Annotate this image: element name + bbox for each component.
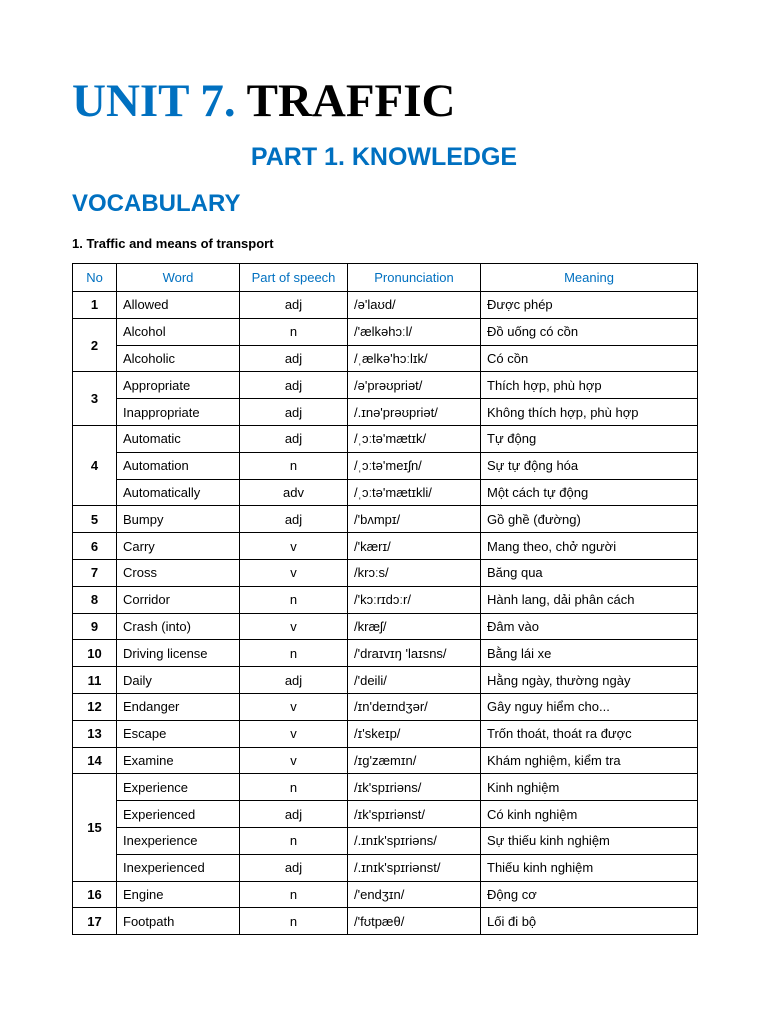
entry-number: 1: [73, 292, 117, 319]
entry-pronunciation: /ɪ'skeɪp/: [348, 720, 481, 747]
entry-number: 17: [73, 908, 117, 935]
entry-part-of-speech: v: [240, 693, 348, 720]
entry-number: 9: [73, 613, 117, 640]
entry-meaning: Sự thiếu kinh nghiệm: [481, 827, 698, 854]
entry-meaning: Kinh nghiệm: [481, 774, 698, 801]
entry-part-of-speech: v: [240, 720, 348, 747]
entry-number: 12: [73, 693, 117, 720]
entry-part-of-speech: adj: [240, 506, 348, 533]
entry-pronunciation: /'deili/: [348, 667, 481, 694]
entry-number: 5: [73, 506, 117, 533]
entry-pronunciation: /'endʒɪn/: [348, 881, 481, 908]
entry-meaning: Được phép: [481, 292, 698, 319]
table-row: [73, 908, 698, 935]
entry-part-of-speech: n: [240, 452, 348, 479]
table-row: [73, 506, 698, 533]
table-row: [73, 586, 698, 613]
header-word: Word: [117, 264, 240, 292]
entry-meaning: Có cồn: [481, 345, 698, 372]
table-header-row: [73, 264, 698, 292]
entry-part-of-speech: n: [240, 774, 348, 801]
entry-pronunciation: /.ɪnɪk'spɪriənst/: [348, 854, 481, 881]
entry-word: Cross: [117, 559, 240, 586]
entry-number: 13: [73, 720, 117, 747]
table-row: [73, 345, 698, 372]
entry-part-of-speech: v: [240, 747, 348, 774]
table-row: [73, 613, 698, 640]
entry-number: 6: [73, 533, 117, 560]
entry-word: Appropriate: [117, 372, 240, 399]
unit-number: UNIT 7.: [72, 75, 236, 127]
entry-meaning: Đâm vào: [481, 613, 698, 640]
entry-pronunciation: /'bʌmpɪ/: [348, 506, 481, 533]
entry-pronunciation: /ɪk'spɪriəns/: [348, 774, 481, 801]
entry-word: Footpath: [117, 908, 240, 935]
table-row: [73, 425, 698, 452]
table-body: [73, 292, 698, 935]
entry-meaning: Băng qua: [481, 559, 698, 586]
entry-pronunciation: /ə'prəʊpriət/: [348, 372, 481, 399]
table-row: [73, 720, 698, 747]
table-row: [73, 854, 698, 881]
entry-part-of-speech: v: [240, 533, 348, 560]
table-row: [73, 801, 698, 828]
entry-pronunciation: /'fʊtpæθ/: [348, 908, 481, 935]
unit-topic: TRAFFIC: [246, 75, 456, 127]
entry-number: 3: [73, 372, 117, 426]
entry-word: Alcoholic: [117, 345, 240, 372]
entry-pronunciation: /ˌɔːtə'mætɪk/: [348, 425, 481, 452]
table-row: [73, 372, 698, 399]
vocabulary-heading: VOCABULARY: [72, 190, 241, 217]
entry-word: Automatically: [117, 479, 240, 506]
entry-pronunciation: /'ælkəhɔːl/: [348, 318, 481, 345]
entry-pronunciation: /ɪg'zæmɪn/: [348, 747, 481, 774]
entry-part-of-speech: n: [240, 640, 348, 667]
entry-part-of-speech: n: [240, 908, 348, 935]
entry-meaning: Khám nghiệm, kiểm tra: [481, 747, 698, 774]
entry-pronunciation: /ɪn'deɪndʒər/: [348, 693, 481, 720]
header-part-of-speech: Part of speech: [240, 264, 348, 292]
entry-number: 11: [73, 667, 117, 694]
entry-word: Inexperience: [117, 827, 240, 854]
entry-word: Corridor: [117, 586, 240, 613]
entry-word: Automatic: [117, 425, 240, 452]
table-row: [73, 640, 698, 667]
entry-part-of-speech: v: [240, 559, 348, 586]
entry-meaning: Một cách tự động: [481, 479, 698, 506]
entry-meaning: Động cơ: [481, 881, 698, 908]
entry-meaning: Gồ ghề (đường): [481, 506, 698, 533]
entry-word: Bumpy: [117, 506, 240, 533]
entry-part-of-speech: adj: [240, 801, 348, 828]
entry-word: Inappropriate: [117, 399, 240, 426]
entry-part-of-speech: v: [240, 613, 348, 640]
entry-pronunciation: /ˌælkə'hɔːlɪk/: [348, 345, 481, 372]
entry-pronunciation: /krɔːs/: [348, 559, 481, 586]
entry-meaning: Hằng ngày, thường ngày: [481, 667, 698, 694]
entry-pronunciation: /ˌɔːtə'mætɪkli/: [348, 479, 481, 506]
entry-word: Endanger: [117, 693, 240, 720]
table-row: [73, 774, 698, 801]
table-row: [73, 881, 698, 908]
entry-meaning: Không thích hợp, phù hợp: [481, 399, 698, 426]
table-row: [73, 827, 698, 854]
entry-part-of-speech: adj: [240, 292, 348, 319]
entry-pronunciation: /ə'laʊd/: [348, 292, 481, 319]
header-no: No: [73, 264, 117, 292]
table-row: [73, 693, 698, 720]
entry-word: Inexperienced: [117, 854, 240, 881]
entry-meaning: Thiếu kinh nghiệm: [481, 854, 698, 881]
table-row: [73, 479, 698, 506]
entry-word: Daily: [117, 667, 240, 694]
table-row: [73, 452, 698, 479]
entry-number: 8: [73, 586, 117, 613]
entry-number: 15: [73, 774, 117, 881]
entry-number: 4: [73, 425, 117, 505]
entry-meaning: Mang theo, chở người: [481, 533, 698, 560]
entry-pronunciation: /kræʃ/: [348, 613, 481, 640]
entry-part-of-speech: n: [240, 827, 348, 854]
entry-part-of-speech: n: [240, 318, 348, 345]
entry-pronunciation: /'kærɪ/: [348, 533, 481, 560]
entry-part-of-speech: adj: [240, 425, 348, 452]
entry-part-of-speech: adj: [240, 399, 348, 426]
entry-meaning: Thích hợp, phù hợp: [481, 372, 698, 399]
entry-pronunciation: /.ɪnə'prəʊpriət/: [348, 399, 481, 426]
header-meaning: Meaning: [481, 264, 698, 292]
unit-title: [72, 72, 455, 130]
entry-part-of-speech: adj: [240, 345, 348, 372]
table-row: [73, 318, 698, 345]
entry-number: 16: [73, 881, 117, 908]
entry-pronunciation: /ɪk'spɪriənst/: [348, 801, 481, 828]
entry-meaning: Lối đi bộ: [481, 908, 698, 935]
entry-word: Carry: [117, 533, 240, 560]
entry-meaning: Tự động: [481, 425, 698, 452]
entry-pronunciation: /'draɪvɪŋ 'laɪsns/: [348, 640, 481, 667]
table-row: [73, 667, 698, 694]
entry-meaning: Bằng lái xe: [481, 640, 698, 667]
entry-word: Examine: [117, 747, 240, 774]
entry-meaning: Hành lang, dải phân cách: [481, 586, 698, 613]
entry-meaning: Sự tự động hóa: [481, 452, 698, 479]
entry-number: 10: [73, 640, 117, 667]
vocabulary-table: [72, 263, 698, 935]
entry-word: Escape: [117, 720, 240, 747]
entry-pronunciation: /'kɔːrɪdɔːr/: [348, 586, 481, 613]
section-heading: 1. Traffic and means of transport: [72, 236, 274, 251]
table-row: [73, 559, 698, 586]
entry-pronunciation: /ˌɔːtə'meɪʃn/: [348, 452, 481, 479]
entry-meaning: Đồ uống có cồn: [481, 318, 698, 345]
entry-number: 7: [73, 559, 117, 586]
entry-word: Alcohol: [117, 318, 240, 345]
entry-pronunciation: /.ɪnɪk'spɪriəns/: [348, 827, 481, 854]
entry-meaning: Có kinh nghiệm: [481, 801, 698, 828]
entry-number: 2: [73, 318, 117, 372]
entry-meaning: Gây nguy hiểm cho...: [481, 693, 698, 720]
table-row: [73, 533, 698, 560]
entry-word: Automation: [117, 452, 240, 479]
table-row: [73, 292, 698, 319]
entry-word: Experience: [117, 774, 240, 801]
entry-part-of-speech: adj: [240, 667, 348, 694]
entry-meaning: Trốn thoát, thoát ra được: [481, 720, 698, 747]
part-heading: PART 1. KNOWLEDGE: [250, 143, 518, 171]
table-row: [73, 747, 698, 774]
entry-part-of-speech: adv: [240, 479, 348, 506]
entry-part-of-speech: n: [240, 881, 348, 908]
entry-part-of-speech: n: [240, 586, 348, 613]
entry-word: Engine: [117, 881, 240, 908]
entry-word: Allowed: [117, 292, 240, 319]
entry-word: Driving license: [117, 640, 240, 667]
entry-part-of-speech: adj: [240, 854, 348, 881]
entry-word: Experienced: [117, 801, 240, 828]
entry-word: Crash (into): [117, 613, 240, 640]
table-row: [73, 399, 698, 426]
entry-part-of-speech: adj: [240, 372, 348, 399]
header-pronunciation: Pronunciation: [348, 264, 481, 292]
entry-number: 14: [73, 747, 117, 774]
